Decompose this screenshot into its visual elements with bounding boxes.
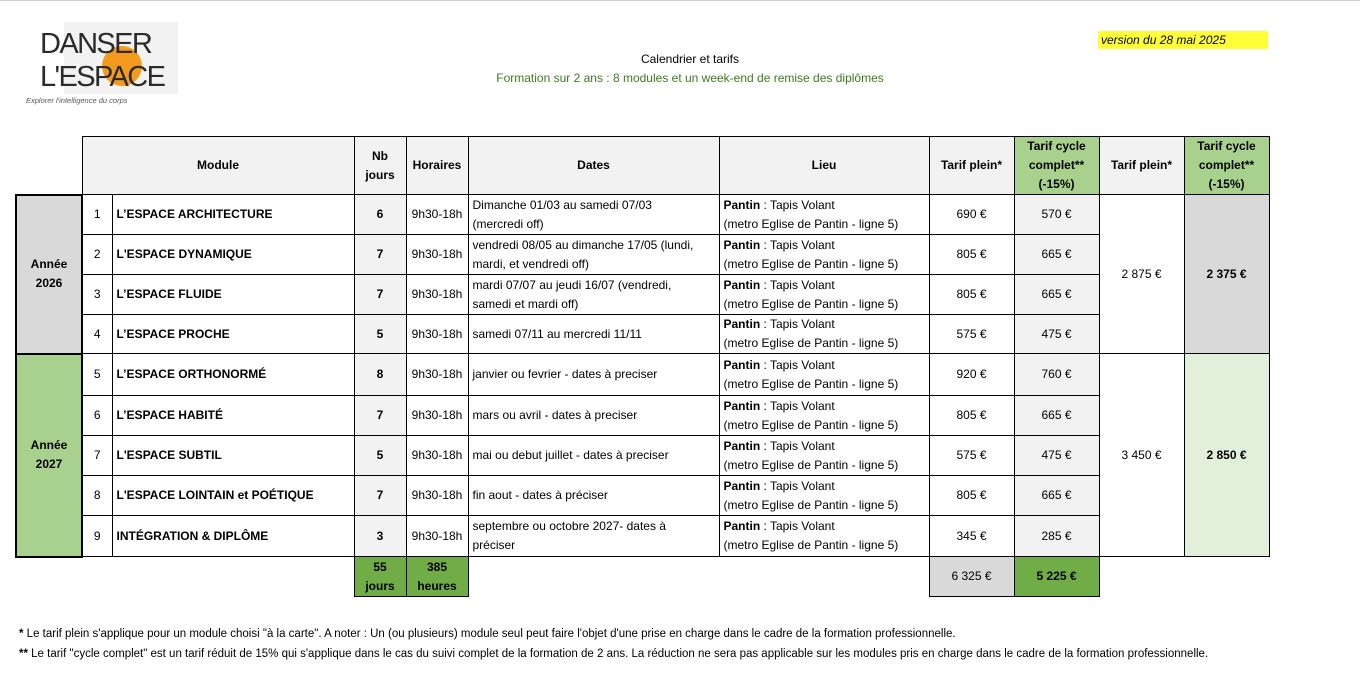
- row-dates-line1: mai ou debut juillet - dates à preciser: [472, 448, 669, 462]
- row-lieu-line2: (metro Eglise de Pantin - ligne 5): [723, 497, 899, 512]
- logo-line-1: DANSER: [40, 28, 152, 60]
- footnote-tarif-plein: [19, 628, 956, 640]
- row-module: L’ESPACE FLUIDE: [112, 275, 354, 315]
- row-lieu-line2: (metro Eglise de Pantin - ligne 5): [723, 296, 899, 311]
- row-tarif-cycle: 475 €: [1014, 436, 1099, 476]
- header-nb-jours: [354, 137, 406, 195]
- row-lieu-city: Pantin: [723, 357, 761, 372]
- row-dates-line2: préciser: [472, 538, 516, 552]
- year-2026-line2: 2026: [35, 276, 63, 290]
- row-tarif-plein: 805 €: [929, 275, 1014, 315]
- row-dates-line1: samedi 07/11 au mercredi 11/11: [472, 326, 642, 341]
- header-tarif-cycle-total-line1: Tarif cycle: [1197, 139, 1256, 153]
- row-lieu: [719, 396, 929, 436]
- header-tarif-cycle-line3: (-15%): [1038, 177, 1075, 191]
- row-lieu: [719, 516, 929, 557]
- year-2026-label: [16, 195, 82, 354]
- row-lieu-line2: (metro Eglise de Pantin - ligne 5): [723, 457, 899, 472]
- row-tarif-cycle: 760 €: [1014, 354, 1099, 396]
- row-lieu-city: Pantin: [723, 237, 761, 252]
- row-dates-line1: janvier ou fevrier - dates à preciser: [472, 367, 658, 381]
- row-jours: 3: [354, 516, 406, 557]
- header-tarif-plein-total: Tarif plein*: [1099, 137, 1184, 195]
- page-title: Calendrier et tarifs: [640, 52, 740, 66]
- row-jours: 5: [354, 436, 406, 476]
- row-dates-line1: vendredi 08/05 au dimanche 17/05 (lundi,: [472, 237, 694, 252]
- total-heures-unit: heures: [417, 578, 457, 593]
- year-2027-total-plein: 3 450 €: [1099, 354, 1184, 557]
- table-row: [16, 436, 1269, 476]
- row-horaires: 9h30-18h: [406, 315, 468, 354]
- header-horaires: Horaires: [406, 137, 468, 195]
- row-number: 4: [82, 315, 112, 354]
- row-dates: [468, 396, 719, 436]
- row-lieu-city: Pantin: [723, 398, 761, 413]
- row-dates: [468, 516, 719, 557]
- footnote-cycle-complet: [19, 648, 1208, 660]
- row-dates-line1: Dimanche 01/03 au samedi 07/03: [472, 197, 652, 212]
- row-lieu-line1: : Tapis Volant: [760, 237, 835, 252]
- row-number: 2: [82, 235, 112, 275]
- row-lieu-line2: (metro Eglise de Pantin - ligne 5): [723, 216, 899, 231]
- header-nb-jours-line2: jours: [365, 167, 395, 182]
- row-tarif-cycle: 570 €: [1014, 195, 1099, 235]
- row-module: L'ESPACE SUBTIL: [112, 436, 354, 476]
- row-lieu: [719, 195, 929, 235]
- row-dates-line1: mardi 07/07 au jeudi 16/07 (vendredi,: [472, 277, 672, 292]
- row-dates-line1: septembre ou octobre 2027- dates à: [472, 519, 666, 533]
- year-2026-line1: Année: [30, 257, 68, 271]
- total-tarif-cycle: 5 225 €: [1014, 557, 1099, 597]
- row-lieu-city: Pantin: [723, 277, 761, 292]
- row-dates: [468, 315, 719, 354]
- row-jours: 7: [354, 235, 406, 275]
- year-2027-line1: Année: [30, 438, 68, 452]
- row-module: L'ESPACE LOINTAIN et POÉTIQUE: [112, 476, 354, 516]
- row-tarif-plein: 805 €: [929, 396, 1014, 436]
- total-tarif-plein: 6 325 €: [929, 557, 1014, 597]
- row-horaires: 9h30-18h: [406, 396, 468, 436]
- row-number: 1: [82, 195, 112, 235]
- row-horaires: 9h30-18h: [406, 195, 468, 235]
- row-jours: 6: [354, 195, 406, 235]
- table-row: [16, 235, 1269, 275]
- row-lieu-city: Pantin: [723, 478, 761, 493]
- row-horaires: 9h30-18h: [406, 476, 468, 516]
- row-tarif-plein: 345 €: [929, 516, 1014, 557]
- row-dates: [468, 235, 719, 275]
- table-row: [16, 354, 1269, 396]
- total-heures-value: 385: [426, 559, 448, 574]
- row-dates: [468, 436, 719, 476]
- row-dates-line2: (mercredi off): [472, 216, 544, 231]
- row-lieu: [719, 476, 929, 516]
- header-tarif-cycle-total-line2: complet**: [1198, 158, 1255, 172]
- row-tarif-plein: 575 €: [929, 436, 1014, 476]
- row-lieu-line1: : Tapis Volant: [760, 277, 835, 292]
- header-tarif-cycle-line1: Tarif cycle: [1027, 139, 1086, 153]
- logo-line-2: L'ESPACE: [40, 61, 165, 93]
- row-dates: [468, 476, 719, 516]
- row-tarif-plein: 805 €: [929, 235, 1014, 275]
- table-row: [16, 516, 1269, 557]
- row-module: L'ESPACE DYNAMIQUE: [112, 235, 354, 275]
- row-lieu-line1: : Tapis Volant: [760, 398, 835, 413]
- row-jours: 7: [354, 275, 406, 315]
- table-row: [16, 396, 1269, 436]
- year-2027-total-cycle: 2 850 €: [1184, 354, 1269, 557]
- row-lieu-line2: (metro Eglise de Pantin - ligne 5): [723, 376, 899, 391]
- row-lieu-line1: : Tapis Volant: [760, 197, 835, 212]
- row-tarif-plein: 920 €: [929, 354, 1014, 396]
- table-header-row: [16, 137, 1269, 195]
- year-2026-total-cycle: 2 375 €: [1184, 195, 1269, 354]
- header-lieu: Lieu: [719, 137, 929, 195]
- row-dates-line1: fin aout - dates à préciser: [472, 488, 608, 502]
- row-dates-line2: samedi et mardi off): [472, 296, 579, 311]
- footnote-2-text: Le tarif "cycle complet" est un tarif réduit de 15% qui s'applique dans le cas du suivi complet de la formation de 2 ans. La réduction ne sera pas applicable sur les modules pris en charge dans le cadre de la formation professionnelle.: [27, 648, 1209, 660]
- row-tarif-cycle: 665 €: [1014, 235, 1099, 275]
- row-horaires: 9h30-18h: [406, 275, 468, 315]
- row-horaires: 9h30-18h: [406, 516, 468, 557]
- footnote-1-text: Le tarif plein s'applique pour un module choisi "à la carte". A noter : Un (ou plusieurs) module seul peut faire l'objet d'une prise en charge dans le cadre de la formation professionnelle.: [23, 628, 956, 640]
- header-module: Module: [82, 137, 354, 195]
- row-tarif-cycle: 665 €: [1014, 476, 1099, 516]
- row-tarif-plein: 690 €: [929, 195, 1014, 235]
- row-lieu: [719, 436, 929, 476]
- calendar-table: [15, 136, 1270, 597]
- total-jours-value: 55: [373, 559, 387, 574]
- row-lieu-city: Pantin: [723, 317, 761, 331]
- version-badge: version du 28 mai 2025: [1098, 31, 1268, 49]
- row-module: L’ESPACE PROCHE: [112, 315, 354, 354]
- row-module: L’ESPACE HABITÉ: [112, 396, 354, 436]
- year-2027-line2: 2027: [35, 457, 63, 471]
- row-tarif-plein: 805 €: [929, 476, 1014, 516]
- row-number: 5: [82, 354, 112, 396]
- top-divider: [0, 0, 1360, 1]
- row-dates-line1: mars ou avril - dates à preciser: [472, 408, 638, 422]
- row-lieu-city: Pantin: [723, 519, 761, 533]
- footnote-2-mark: **: [19, 648, 28, 660]
- header-nb-jours-line1: Nb: [372, 148, 388, 163]
- row-tarif-plein: 575 €: [929, 315, 1014, 354]
- row-number: 9: [82, 516, 112, 557]
- totals-blank-2: [468, 557, 929, 597]
- row-lieu-line1: : Tapis Volant: [760, 357, 835, 372]
- row-jours: 7: [354, 396, 406, 436]
- row-lieu-line1: : Tapis Volant: [760, 478, 835, 493]
- totals-blank: [16, 557, 354, 597]
- row-module: INTÉGRATION & DIPLÔME: [112, 516, 354, 557]
- row-lieu: [719, 315, 929, 354]
- total-heures: [406, 557, 468, 597]
- row-lieu-city: Pantin: [723, 197, 761, 212]
- row-dates: [468, 275, 719, 315]
- row-lieu-city: Pantin: [723, 438, 761, 453]
- row-lieu: [719, 275, 929, 315]
- table-row: [16, 315, 1269, 354]
- row-lieu: [719, 235, 929, 275]
- page-subtitle: Formation sur 2 ans : 8 modules et un week-end de remise des diplômes: [496, 71, 884, 85]
- header-dates: Dates: [468, 137, 719, 195]
- row-tarif-cycle: 285 €: [1014, 516, 1099, 557]
- row-dates: [468, 195, 719, 235]
- header-tarif-cycle-total: [1184, 137, 1269, 195]
- row-number: 3: [82, 275, 112, 315]
- header-tarif-cycle: [1014, 137, 1099, 195]
- row-number: 8: [82, 476, 112, 516]
- year-2026-total-plein: 2 875 €: [1099, 195, 1184, 354]
- row-lieu-line2: (metro Eglise de Pantin - ligne 5): [723, 336, 899, 350]
- row-horaires: 9h30-18h: [406, 354, 468, 396]
- row-lieu-line2: (metro Eglise de Pantin - ligne 5): [723, 256, 899, 271]
- header-tarif-cycle-line2: complet**: [1028, 158, 1085, 172]
- row-number: 7: [82, 436, 112, 476]
- table-row: [16, 476, 1269, 516]
- row-lieu-line2: (metro Eglise de Pantin - ligne 5): [723, 417, 899, 432]
- row-horaires: 9h30-18h: [406, 436, 468, 476]
- total-jours: [354, 557, 406, 597]
- header-tarif-plein: Tarif plein*: [929, 137, 1014, 195]
- row-dates-line2: mardi, et vendredi off): [472, 256, 590, 271]
- row-lieu-line1: : Tapis Volant: [760, 438, 835, 453]
- table-row: [16, 195, 1269, 235]
- table-row: [16, 275, 1269, 315]
- row-lieu: [719, 354, 929, 396]
- row-jours: 8: [354, 354, 406, 396]
- total-jours-unit: jours: [365, 578, 395, 593]
- row-module: L’ESPACE ARCHITECTURE: [112, 195, 354, 235]
- row-tarif-cycle: 665 €: [1014, 275, 1099, 315]
- row-tarif-cycle: 475 €: [1014, 315, 1099, 354]
- row-lieu-line2: (metro Eglise de Pantin - ligne 5): [723, 538, 899, 552]
- totals-row: [16, 557, 1269, 597]
- row-lieu-line1: : Tapis Volant: [760, 317, 835, 331]
- row-horaires: 9h30-18h: [406, 235, 468, 275]
- logo-tagline: Explorer l'intelligence du corps: [26, 96, 128, 105]
- row-tarif-cycle: 665 €: [1014, 396, 1099, 436]
- totals-blank-3: [1099, 557, 1269, 597]
- row-dates: [468, 354, 719, 396]
- row-jours: 7: [354, 476, 406, 516]
- row-jours: 5: [354, 315, 406, 354]
- header-blank: [16, 137, 82, 195]
- footnote-1-mark: *: [19, 628, 24, 640]
- header-tarif-cycle-total-line3: (-15%): [1208, 177, 1245, 191]
- row-number: 6: [82, 396, 112, 436]
- year-2027-label: [16, 354, 82, 557]
- row-module: L’ESPACE ORTHONORMÉ: [112, 354, 354, 396]
- row-lieu-line1: : Tapis Volant: [760, 519, 835, 533]
